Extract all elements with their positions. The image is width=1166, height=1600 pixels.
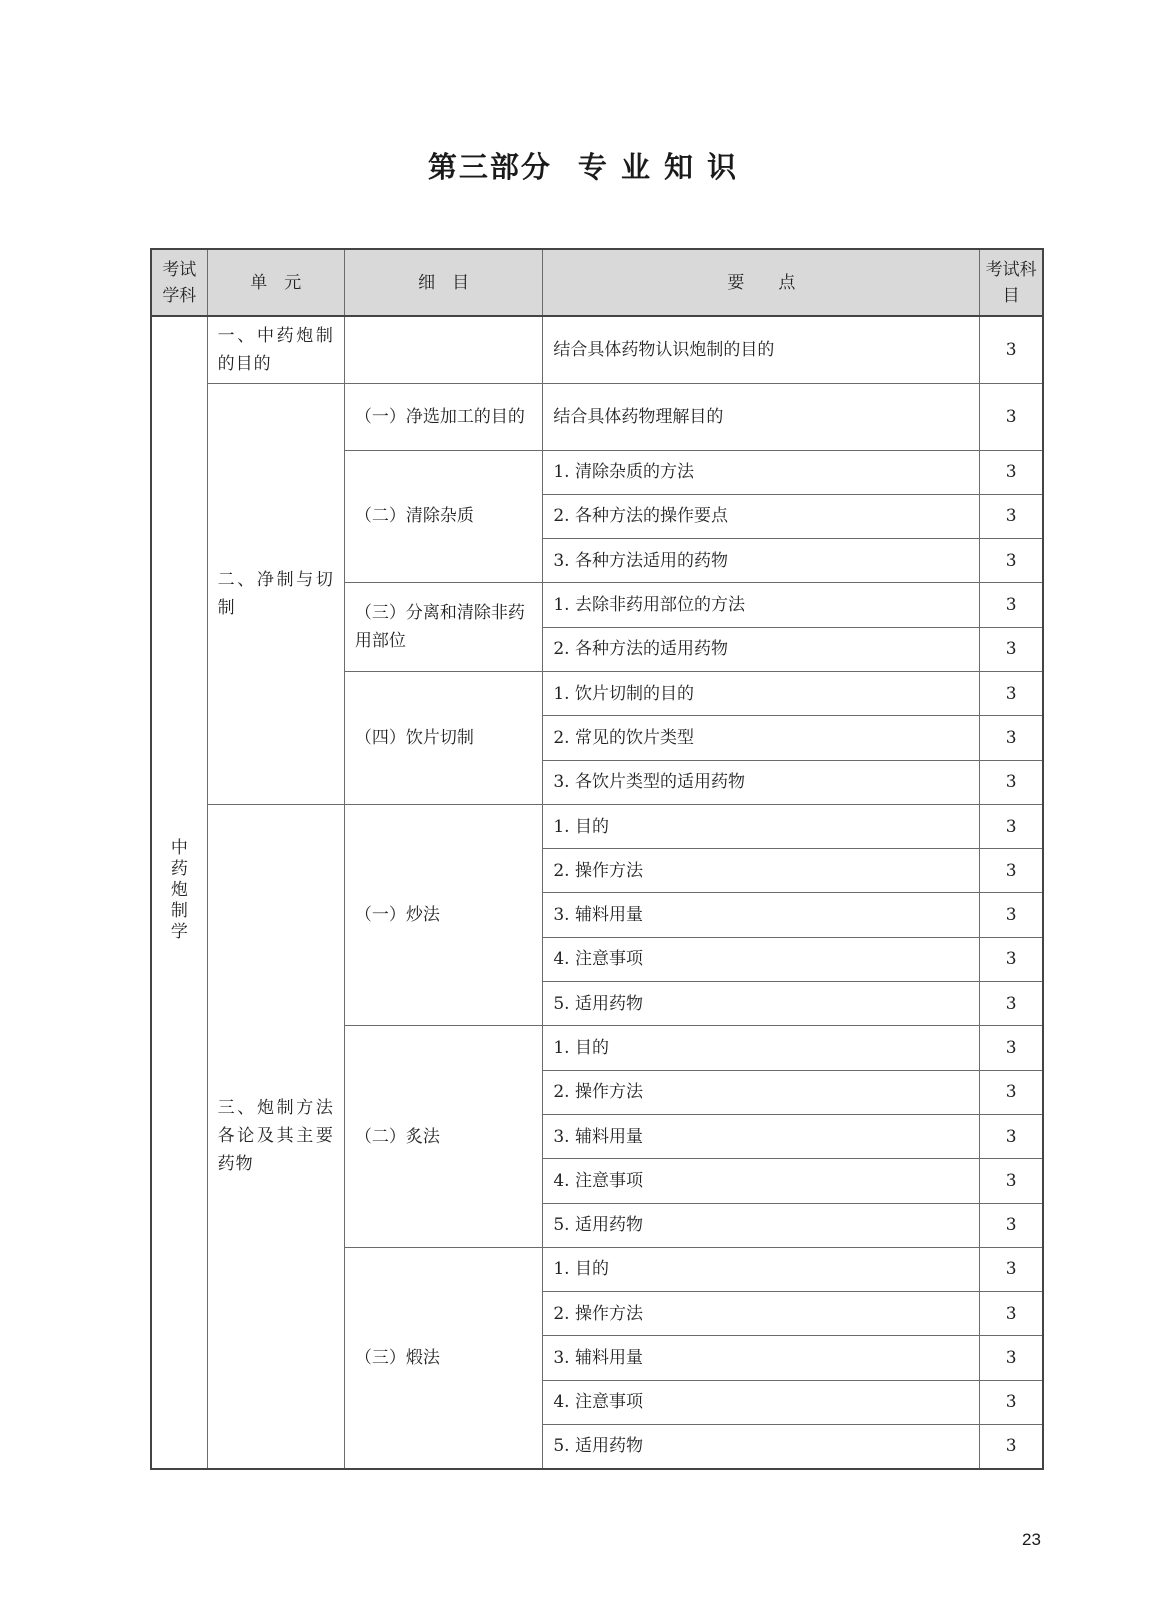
point-cell: 2. 各种方法的适用药物 [543, 627, 980, 671]
unit-cell: 三、炮制方法各论及其主要药物 [207, 804, 344, 1468]
score-cell: 3 [980, 893, 1043, 937]
header-item: 细 目 [344, 249, 542, 316]
point-cell: 1. 目的 [543, 1026, 980, 1070]
score-cell: 3 [980, 1247, 1043, 1291]
score-cell: 3 [980, 937, 1043, 981]
point-cell: 1. 目的 [543, 804, 980, 848]
score-cell: 3 [980, 316, 1043, 383]
page-title [0, 145, 1166, 186]
item-cell: （一）炒法 [344, 804, 542, 1025]
score-cell: 3 [980, 760, 1043, 804]
score-cell: 3 [980, 1159, 1043, 1203]
score-cell: 3 [980, 383, 1043, 450]
score-cell: 3 [980, 494, 1043, 538]
title-part: 第三部分 [427, 150, 552, 185]
score-cell: 3 [980, 1425, 1043, 1469]
point-cell: 结合具体药物理解目的 [543, 383, 980, 450]
header-unit: 单 元 [207, 249, 344, 316]
unit-cell: 一、中药炮制的目的 [207, 316, 344, 383]
score-cell: 3 [980, 583, 1043, 627]
point-cell: 1. 饮片切制的目的 [543, 671, 980, 715]
point-cell: 3. 各饮片类型的适用药物 [543, 760, 980, 804]
score-cell: 3 [980, 1114, 1043, 1158]
score-cell: 3 [980, 849, 1043, 893]
point-cell: 2. 操作方法 [543, 1070, 980, 1114]
score-cell: 3 [980, 627, 1043, 671]
title-subject: 专 业 知 识 [577, 150, 739, 185]
header-subject: 考试学科 [151, 249, 207, 316]
score-cell: 3 [980, 539, 1043, 583]
item-cell: （二）炙法 [344, 1026, 542, 1247]
header-point: 要 点 [543, 249, 980, 316]
point-cell: 3. 辅料用量 [543, 893, 980, 937]
score-cell: 3 [980, 716, 1043, 760]
table-header-row [151, 249, 1043, 316]
table-row [151, 383, 1043, 450]
item-cell: （二）清除杂质 [344, 450, 542, 583]
score-cell: 3 [980, 982, 1043, 1026]
score-cell: 3 [980, 671, 1043, 715]
point-cell: 2. 操作方法 [543, 849, 980, 893]
table-row [151, 316, 1043, 383]
point-cell: 1. 清除杂质的方法 [543, 450, 980, 494]
point-cell: 4. 注意事项 [543, 1159, 980, 1203]
item-cell: （三）煅法 [344, 1247, 542, 1468]
point-cell: 5. 适用药物 [543, 1425, 980, 1469]
point-cell: 2. 操作方法 [543, 1292, 980, 1336]
point-cell: 结合具体药物认识炮制的目的 [543, 316, 980, 383]
score-cell: 3 [980, 450, 1043, 494]
point-cell: 2. 各种方法的操作要点 [543, 494, 980, 538]
score-cell: 3 [980, 1026, 1043, 1070]
score-cell: 3 [980, 1292, 1043, 1336]
score-cell: 3 [980, 1203, 1043, 1247]
subject-label: 中药炮制学 [170, 838, 188, 943]
item-cell: （一）净选加工的目的 [344, 383, 542, 450]
header-score: 考试科目 [980, 249, 1043, 316]
table-body [151, 316, 1043, 1469]
point-cell: 2. 常见的饮片类型 [543, 716, 980, 760]
point-cell: 1. 去除非药用部位的方法 [543, 583, 980, 627]
point-cell: 5. 适用药物 [543, 982, 980, 1026]
syllabus-table [150, 248, 1044, 1470]
table-row [151, 804, 1043, 848]
page-number: 23 [1022, 1530, 1041, 1549]
point-cell: 3. 辅料用量 [543, 1336, 980, 1380]
point-cell: 3. 各种方法适用的药物 [543, 539, 980, 583]
score-cell: 3 [980, 1070, 1043, 1114]
point-cell: 4. 注意事项 [543, 1380, 980, 1424]
subject-cell [151, 316, 207, 1469]
item-cell [344, 316, 542, 383]
point-cell: 3. 辅料用量 [543, 1114, 980, 1158]
score-cell: 3 [980, 1336, 1043, 1380]
score-cell: 3 [980, 804, 1043, 848]
point-cell: 5. 适用药物 [543, 1203, 980, 1247]
point-cell: 4. 注意事项 [543, 937, 980, 981]
item-cell: （四）饮片切制 [344, 671, 542, 804]
point-cell: 1. 目的 [543, 1247, 980, 1291]
item-cell: （三）分离和清除非药用部位 [344, 583, 542, 672]
unit-cell: 二、净制与切制 [207, 383, 344, 804]
score-cell: 3 [980, 1380, 1043, 1424]
